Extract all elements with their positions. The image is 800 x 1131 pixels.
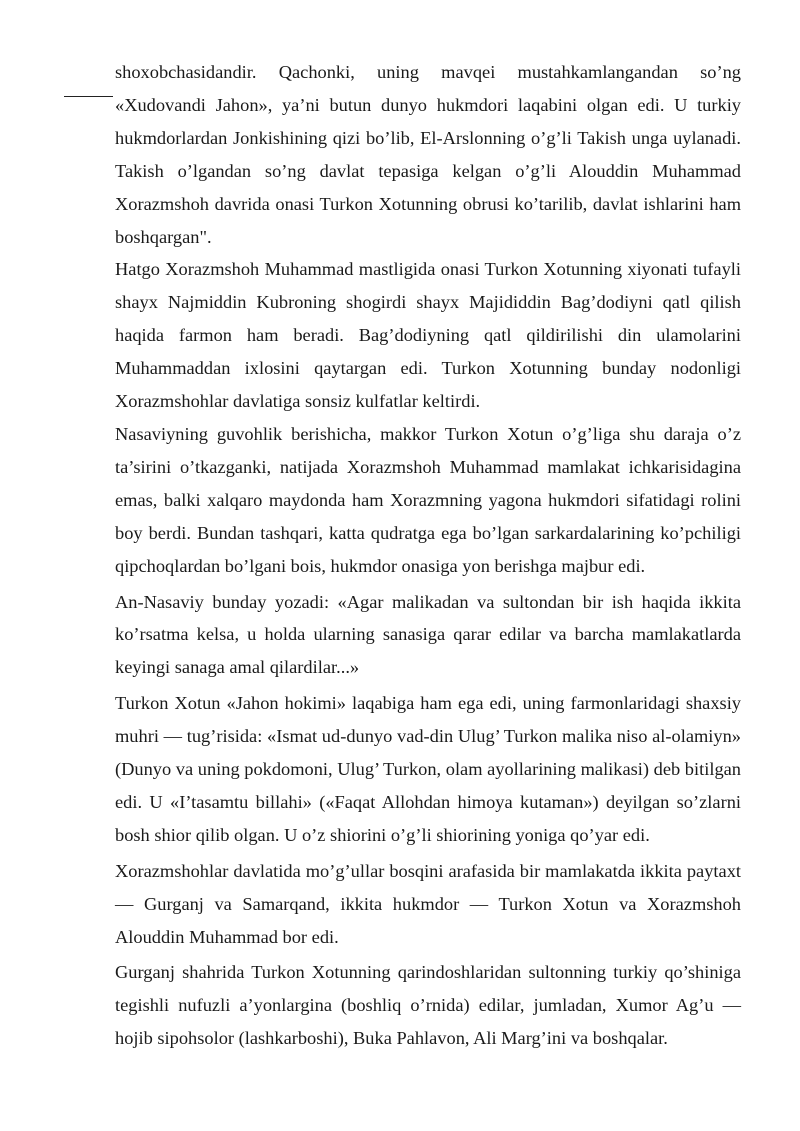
- paragraph-3: Nasaviyning guvohlik berishicha, makkor Turkon Xotun o’g’liga shu daraja o’z ta’sirini o’tkazganki, natijada Xorazmshoh Muhammad mamlakat ichkarisidagina emas, balki xalqaro maydonda ham Xorazmning yagona hukmdori sifatidagi rolini boy berdi. Bundan tashqari, katta qudratga ega bo’lgan sarkardalarining ko’pchiligi qipchoqlardan bo’lgani bois, hukmdor onasiga yon berishga majbur edi.: [115, 423, 741, 576]
- footnote-separator-line: [64, 96, 113, 97]
- paragraph-5: Turkon Xotun «Jahon hokimi» laqabiga ham ega edi, uning farmonlaridagi shaxsiy muhri — tug’risida: «Ismat ud-dunyo vad-din Ulug’ Turkon malika niso al-olamiyn» (Dunyo va uning pokdomoni, Ulug’ Turkon, olam ayollarining malikasi) deb bitilgan edi. U «I’tasamtu billahi» («Faqat Allohdan himoya kutaman») deyilgan so’zlarni bosh shior qilib olgan. U o’z shiorini o’g’li shiorining yoniga qo’yar edi.: [115, 693, 741, 845]
- paragraph-6: Xorazmshohlar davlatida mo’g’ullar bosqini arafasida bir mamlakatda ikkita paytaxt — Gurganj va Samarqand, ikkita hukmdor — Turkon Xotun va Xorazmshoh Alouddin Muhammad bor edi.: [115, 860, 741, 947]
- paragraph-2: Hatgo Xorazmshoh Muhammad mastligida onasi Turkon Xotunning xiyonati tufayli shayx Najmiddin Kubroning shogirdi shayx Majididdin Bag’dodiyni qatl qilish haqida farmon ham beradi. Bag’dodiyning qatl qildirilishi din ulamolarini Muhammaddan ixlosini qaytargan edi. Turkon Xotunning bunday nodonligi Xorazmshohlar davlatiga sonsiz kulfatlar keltirdi.: [115, 259, 741, 412]
- document-body: [115, 56, 741, 1055]
- paragraph-4: An-Nasaviy bunday yozadi: «Agar malikadan va sultondan bir ish haqida ikkita ko’rsatma kelsa, u holda ularning sanasiga qarar edilar va barcha mamlakatlarda keyingi sanaga amal qilardilar...»: [115, 591, 741, 678]
- paragraph-7: Gurganj shahrida Turkon Xotunning qarindoshlaridan sultonning turkiy qo’shiniga tegishli nufuzli a’yonlargina (boshliq o’rnida) edilar, jumladan, Xumor Ag’u — hojib sipohsolor (lashkarboshi), Buka Pahlavon, Ali Marg’ini va boshqalar.: [115, 962, 741, 1049]
- paragraph-1: shoxobchasidandir. Qachonki, uning mavqei mustahkamlangandan so’ng «Xudovandi Jahon», ya’ni butun dunyo hukmdori laqabini olgan edi. U turkiy hukmdorlardan Jonkishining qizi bo’lib, El-Arslonning o’g’li Takish unga uylanadi. Takish o’lgandan so’ng davlat tepasiga kelgan o’g’li Alouddin Muhammad Xorazmshoh davrida onasi Turkon Xotunning obrusi ko’tarilib, davlat ishlarini ham boshqargan".: [115, 62, 741, 247]
